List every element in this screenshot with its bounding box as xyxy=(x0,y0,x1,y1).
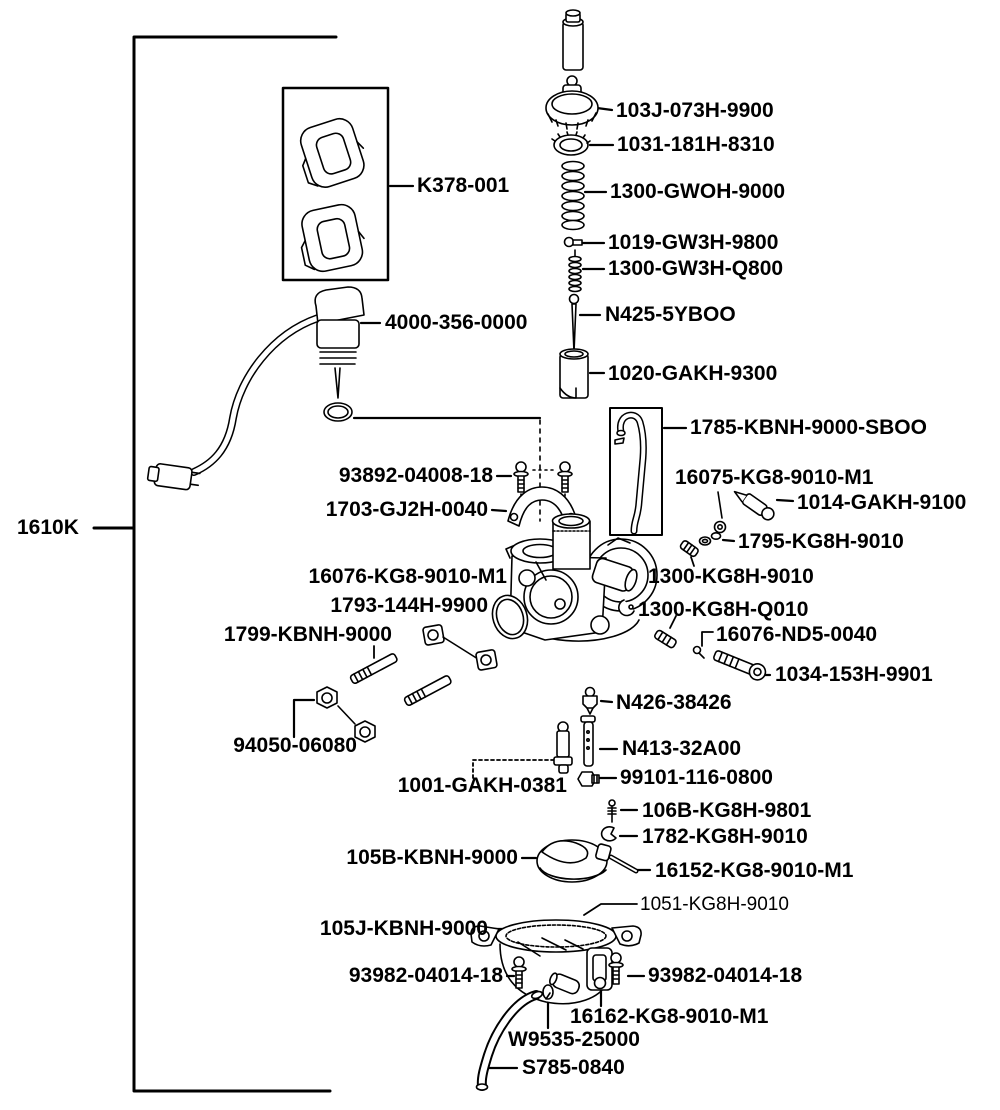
part-clip-1782 xyxy=(602,827,616,841)
part-adjust-screw xyxy=(712,647,768,682)
part-label-drain-screw: 16162-KG8-9010-M1 xyxy=(570,1005,769,1028)
part-seat-clip xyxy=(715,522,726,533)
part-nuts xyxy=(317,687,375,742)
part-stud-clips xyxy=(423,624,498,670)
part-label-air-screw: 16076-ND5-0040 xyxy=(716,623,878,646)
part-set-screw xyxy=(565,238,583,247)
part-label-assembly: 1610K xyxy=(17,516,79,539)
part-label-cap-ring: 1031-181H-8310 xyxy=(617,133,775,156)
part-label-auto-bystarter: 4000-356-0000 xyxy=(385,311,528,334)
part-label-float-bowl: 105J-KBNH-9000 xyxy=(319,917,488,940)
part-cover-kit-box xyxy=(283,88,388,280)
part-slide-spring xyxy=(562,162,584,230)
part-label-screw-spring-b: 1300-KG8H-Q010 xyxy=(638,598,809,621)
part-label-bowl-screw-r: 93982-04014-18 xyxy=(648,964,803,987)
part-spring-a xyxy=(679,540,699,558)
part-pilot-needle xyxy=(608,800,616,822)
part-label-float-valve: 1014-GAKH-9100 xyxy=(797,491,967,514)
part-label-cover-kit: K378-001 xyxy=(417,174,510,197)
part-label-float-pin-b: 106B-KG8H-9801 xyxy=(642,799,812,822)
part-label-valve-set: N426-38426 xyxy=(616,691,732,714)
part-label-drain-tube: S785-0840 xyxy=(522,1056,625,1079)
part-label-nuts: 94050-06080 xyxy=(233,734,357,757)
part-float-valve-set xyxy=(583,688,597,715)
part-main-jet xyxy=(578,772,599,786)
part-adjuster-tube xyxy=(563,10,583,70)
part-label-tube-clip: W9535-25000 xyxy=(508,1028,640,1051)
part-top-cap xyxy=(546,76,598,129)
part-needle-spring xyxy=(569,250,581,292)
part-studs xyxy=(350,653,452,706)
part-label-bowl-gasket: 1051-KG8H-9010 xyxy=(640,894,789,915)
part-label-jet-set: 1001-GAKH-0381 xyxy=(397,774,567,797)
part-bystarter-oring xyxy=(324,403,352,421)
part-label-seat-clip: 16075-KG8-9010-M1 xyxy=(675,466,874,489)
part-label-top-screws: 93892-04008-18 xyxy=(338,464,493,487)
part-label-adjust-screw: 1034-153H-9901 xyxy=(775,663,933,686)
part-float-valve xyxy=(732,486,777,522)
part-label-slide-spring: 1300-GWOH-9000 xyxy=(610,180,786,203)
part-cap-ring xyxy=(552,132,590,155)
part-valve-washers xyxy=(700,533,721,545)
part-label-stop-screw: 16076-KG8-9010-M1 xyxy=(308,565,507,588)
part-drain-tube xyxy=(477,990,544,1090)
part-label-screw-set: 1019-GW3H-9800 xyxy=(608,231,779,254)
part-jet-set xyxy=(554,722,572,773)
part-label-clip: 1782-KG8H-9010 xyxy=(642,825,808,848)
part-label-float: 105B-KBNH-9000 xyxy=(346,846,518,869)
part-label-throttle-slide: 1020-GAKH-9300 xyxy=(608,362,778,385)
part-tube-clip xyxy=(543,985,553,999)
part-label-screw-spring-a: 1300-KG8H-9010 xyxy=(648,565,814,588)
part-label-body-oring: 1793-144H-9900 xyxy=(330,594,488,617)
part-label-bowl-screw-l: 93982-04014-18 xyxy=(348,964,503,987)
part-auto-bystarter xyxy=(147,287,364,491)
part-throttle-slide xyxy=(560,349,588,398)
part-jet-needle xyxy=(570,295,579,353)
part-label-needle-jet: N413-32A00 xyxy=(622,737,742,760)
part-label-float-pin: 16152-KG8-9010-M1 xyxy=(655,859,854,882)
part-spring-b xyxy=(654,629,677,648)
part-float xyxy=(537,840,612,882)
part-float-pin xyxy=(611,857,636,871)
part-label-valve-washer: 1795-KG8H-9010 xyxy=(738,530,904,553)
part-label-cap: 103J-073H-9900 xyxy=(616,99,774,122)
part-label-main-jet: 99101-116-0800 xyxy=(620,766,773,789)
part-vent-tube xyxy=(610,408,662,535)
part-label-needle-spring: 1300-GW3H-Q800 xyxy=(608,257,784,280)
part-label-vent-tube: 1785-KBNH-9000-SBOO xyxy=(690,416,927,439)
part-label-stud-set: 1799-KBNH-9000 xyxy=(223,623,392,646)
part-air-screw-tip xyxy=(694,647,705,659)
part-needle-jet xyxy=(581,716,595,766)
part-label-jet-needle: N425-5YBOO xyxy=(605,303,736,326)
part-label-cable-holder: 1703-GJ2H-0040 xyxy=(325,498,488,521)
